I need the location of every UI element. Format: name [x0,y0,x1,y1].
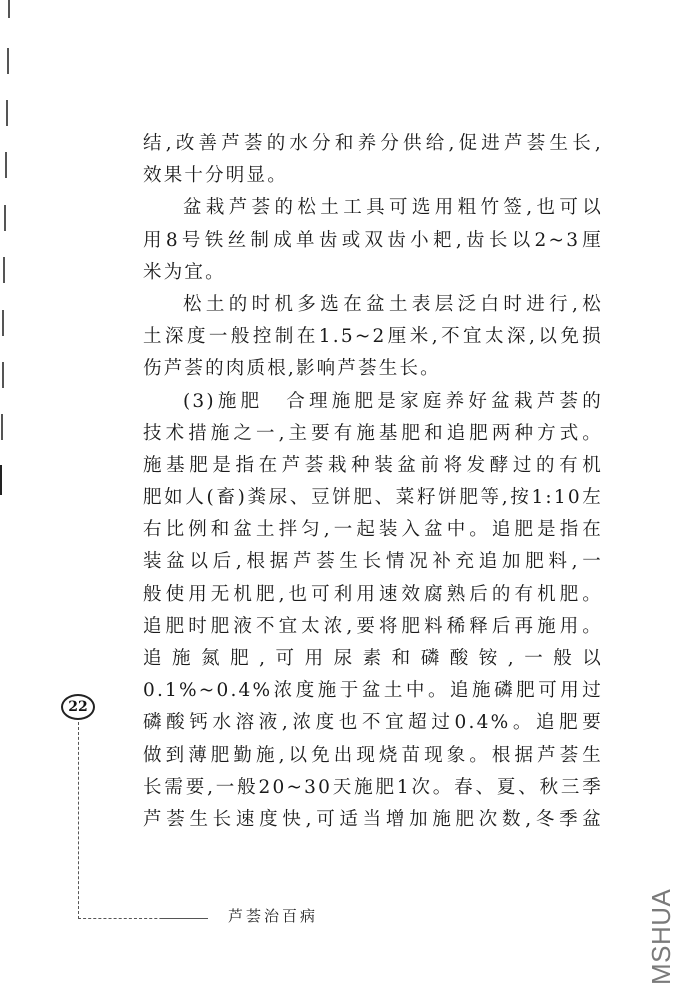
text-line: 追施氮肥,可用尿素和磷酸铵,一般以 [143,648,603,669]
margin-dash [8,0,10,18]
running-footer-title: 芦荟治百病 [228,907,319,925]
text-line: 右比例和盆土拌匀,一起装入盆中。追肥是指在 [143,519,603,541]
text-line: 施基肥是指在芦荟栽种装盆前将发酵过的有机 [143,454,603,476]
text-line: 用8号铁丝制成单齿或双齿小耙,齿长以2~3厘 [143,229,603,251]
section-heading-line: (3)施肥 合理施肥是家庭养好盆栽芦荟的 [183,390,603,412]
page-number-badge: 22 [61,694,95,720]
margin-rule-horizontal-solid [160,918,208,919]
margin-dash [1,414,3,440]
margin-dash [4,205,6,231]
margin-dash [2,310,4,336]
text-line: 技术措施之一,主要有施基肥和追肥两种方式。 [143,422,603,444]
text-line: 伤芦荟的肉质根,影响芦荟生长。 [143,358,441,380]
margin-dash [7,48,9,74]
text-line: 盆栽芦荟的松土工具可选用粗竹签,也可以 [183,197,603,219]
text-line: 肥如人(畜)粪尿、豆饼肥、菜籽饼肥等,按1:10左 [143,487,603,509]
margin-dash [6,100,8,126]
margin-dash [3,257,5,283]
text-line: 装盆以后,根据芦荟生长情况补充追加肥料,一 [143,551,603,573]
body-text [143,128,603,836]
text-line: 追肥时肥液不宜太浓,要将肥料稀释后再施用。 [143,615,603,637]
margin-rule-vertical [78,722,79,919]
text-line: 磷酸钙水溶液,浓度也不宜超过0.4%。追肥要 [143,712,603,734]
margin-dash [5,152,7,178]
margin-dash [0,465,2,495]
margin-dash [2,362,4,388]
text-line: 米为宜。 [143,261,226,283]
watermark: MSHUA [646,888,676,985]
text-line: 0.1%~0.4%浓度施于盆土中。追施磷肥可用过 [143,680,603,702]
text-line: 效果十分明显。 [143,165,288,187]
text-line: 结,改善芦荟的水分和养分供给,促进芦荟生长, [143,133,603,154]
text-line: 长需要,一般20~30天施肥1次。春、夏、秋三季 [143,776,603,798]
text-line: 芦荟生长速度快,可适当增加施肥次数,冬季盆 [143,808,603,830]
text-line: 土深度一般控制在1.5~2厘米,不宜太深,以免损 [143,326,603,348]
text-line: 松土的时机多选在盆土表层泛白时进行,松 [183,293,603,315]
text-line: 做到薄肥勤施,以免出现烧苗现象。根据芦荟生 [143,744,603,766]
text-line: 般使用无机肥,也可利用速效腐熟后的有机肥。 [143,583,603,605]
